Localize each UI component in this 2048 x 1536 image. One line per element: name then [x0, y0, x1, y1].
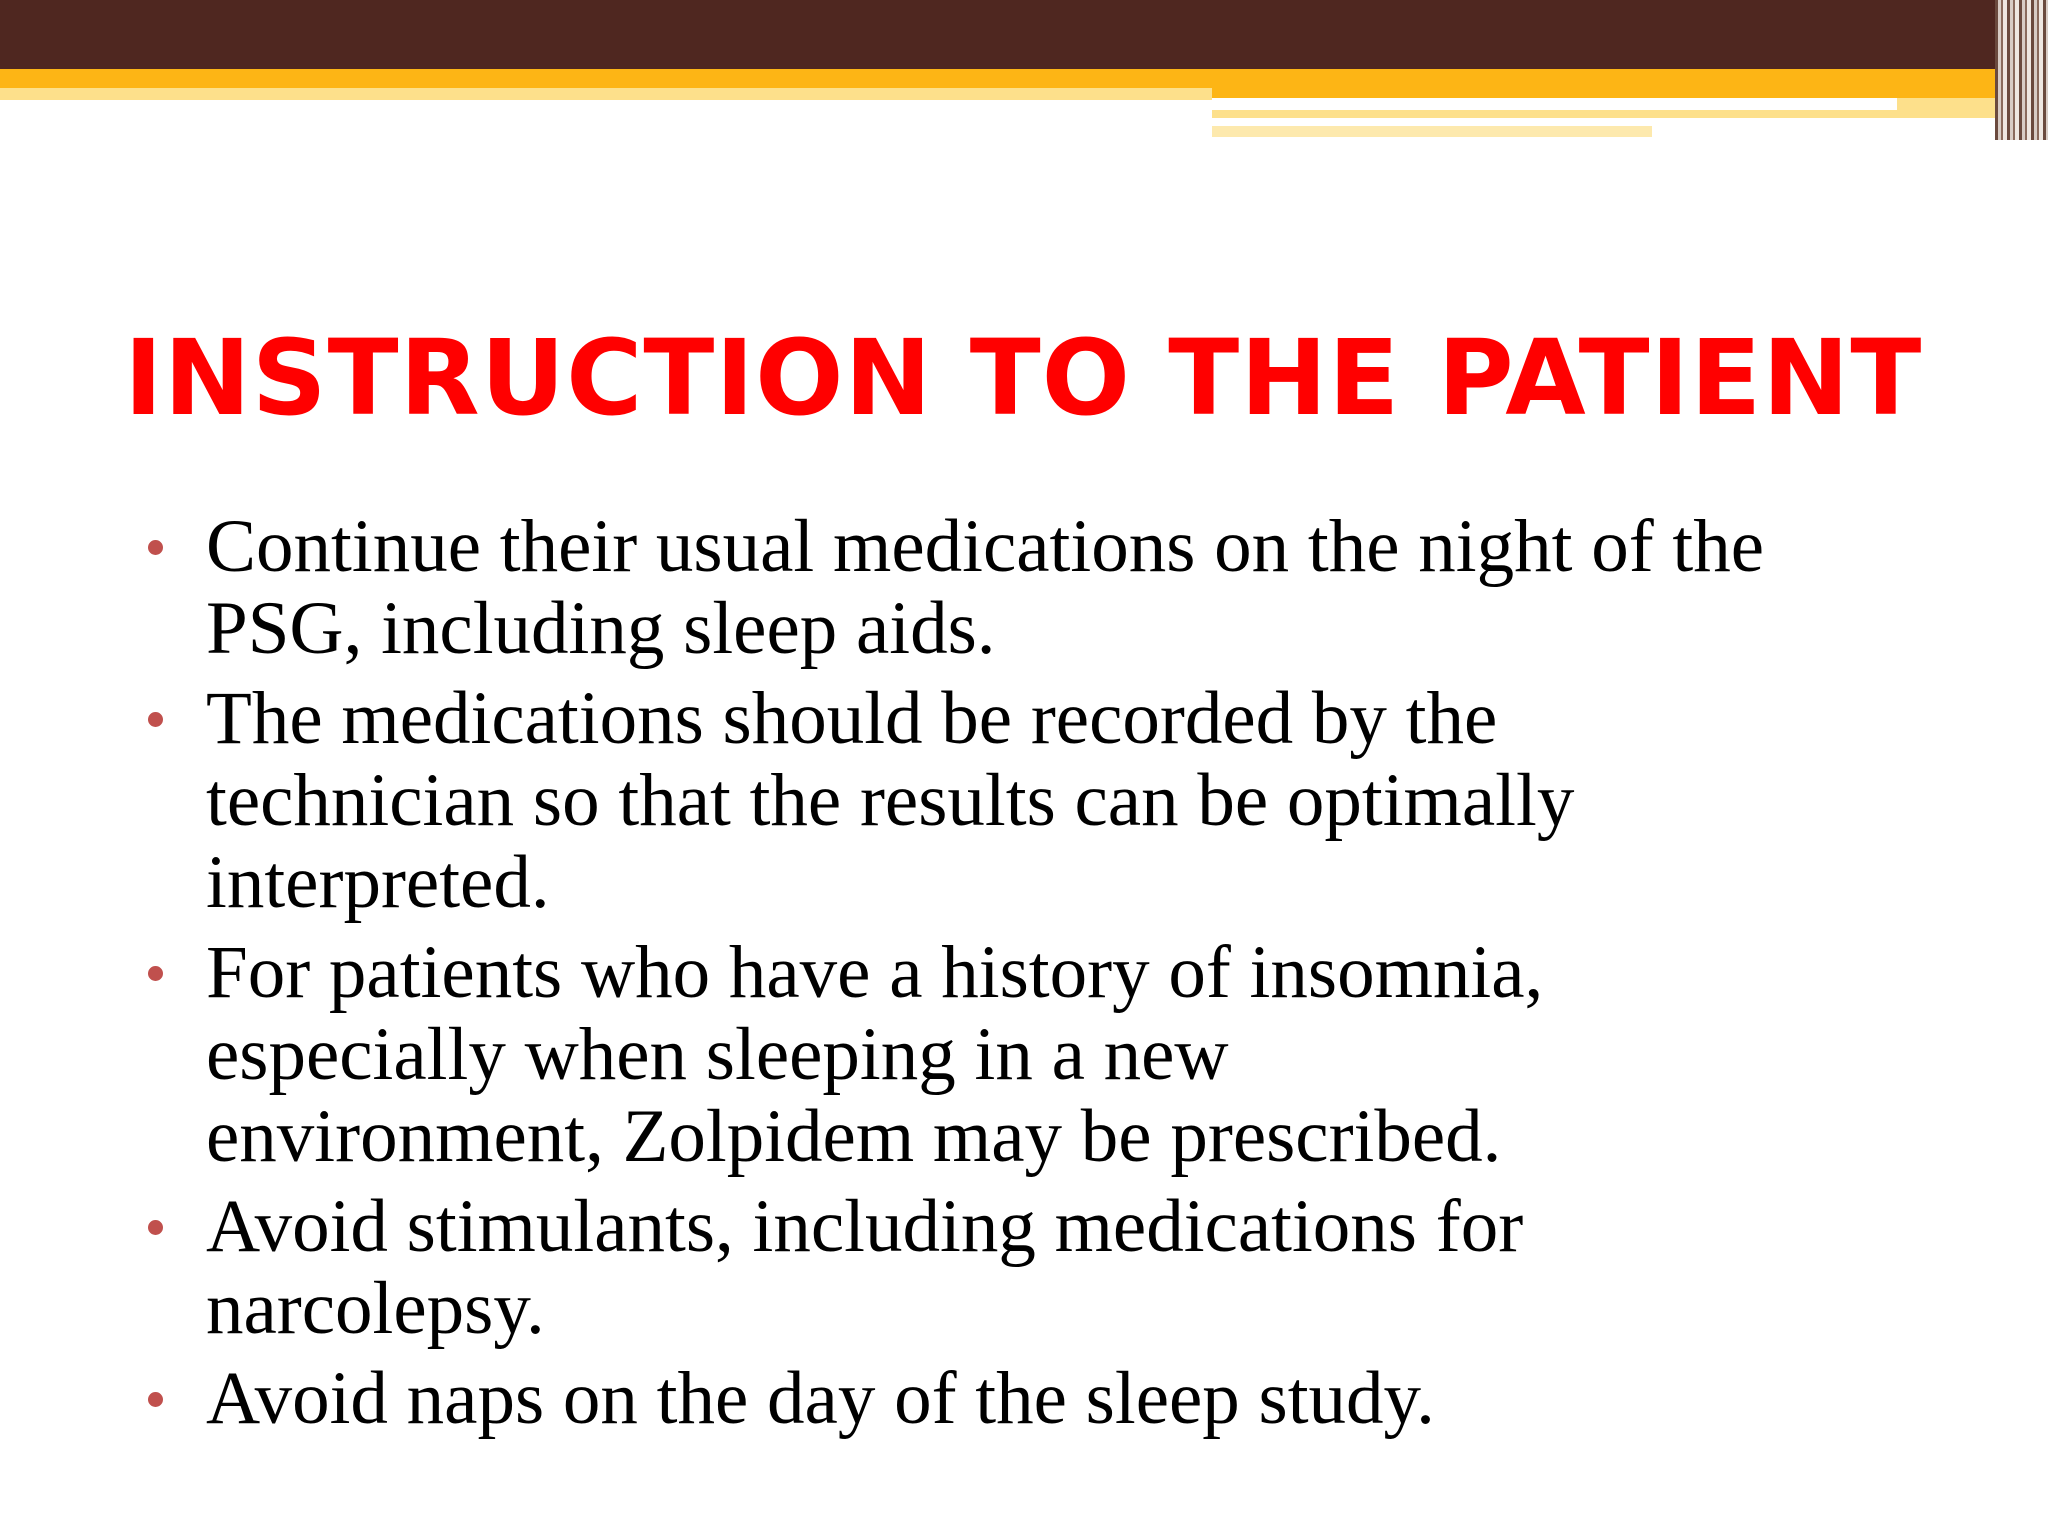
header-gold-bar [0, 69, 1995, 88]
slide-title: INSTRUCTION TO THE PATIENT [124, 317, 1923, 439]
bullet-text: Avoid naps on the day of the sleep study. [206, 1357, 1435, 1440]
header-dark-bar [0, 0, 1995, 69]
bullet-item [140, 506, 1940, 670]
bullet-text: For patients who have a history of insomnia, especially when sleeping in a new environment, Zolpidem may be prescribed. [206, 931, 1544, 1178]
bullet-text: Avoid stimulants, including medications for narcolepsy. [206, 1185, 1524, 1350]
bullet-list [140, 506, 1940, 1448]
edge-stripes [1995, 0, 2048, 140]
bullet-icon [148, 712, 163, 727]
header-light-gold-bar [0, 88, 1212, 100]
bullet-text: Continue their usual medications on the night of the PSG, including sleep aids. [206, 505, 1765, 670]
header-accent-line [1897, 98, 1995, 118]
bullet-icon [148, 1392, 163, 1407]
bullet-icon [148, 1220, 163, 1235]
header-accent-line [1212, 110, 1897, 118]
header-gold-step [1212, 88, 1995, 98]
bullet-icon [148, 540, 163, 555]
bullet-icon [148, 966, 163, 981]
bullet-item [140, 1186, 1940, 1350]
bullet-item [140, 932, 1940, 1178]
bullet-text: The medications should be recorded by the technician so that the results can be optimally interpreted. [206, 677, 1575, 924]
header-accent-line [1212, 126, 1652, 137]
bullet-item [140, 678, 1940, 924]
bullet-item [140, 1358, 1940, 1440]
